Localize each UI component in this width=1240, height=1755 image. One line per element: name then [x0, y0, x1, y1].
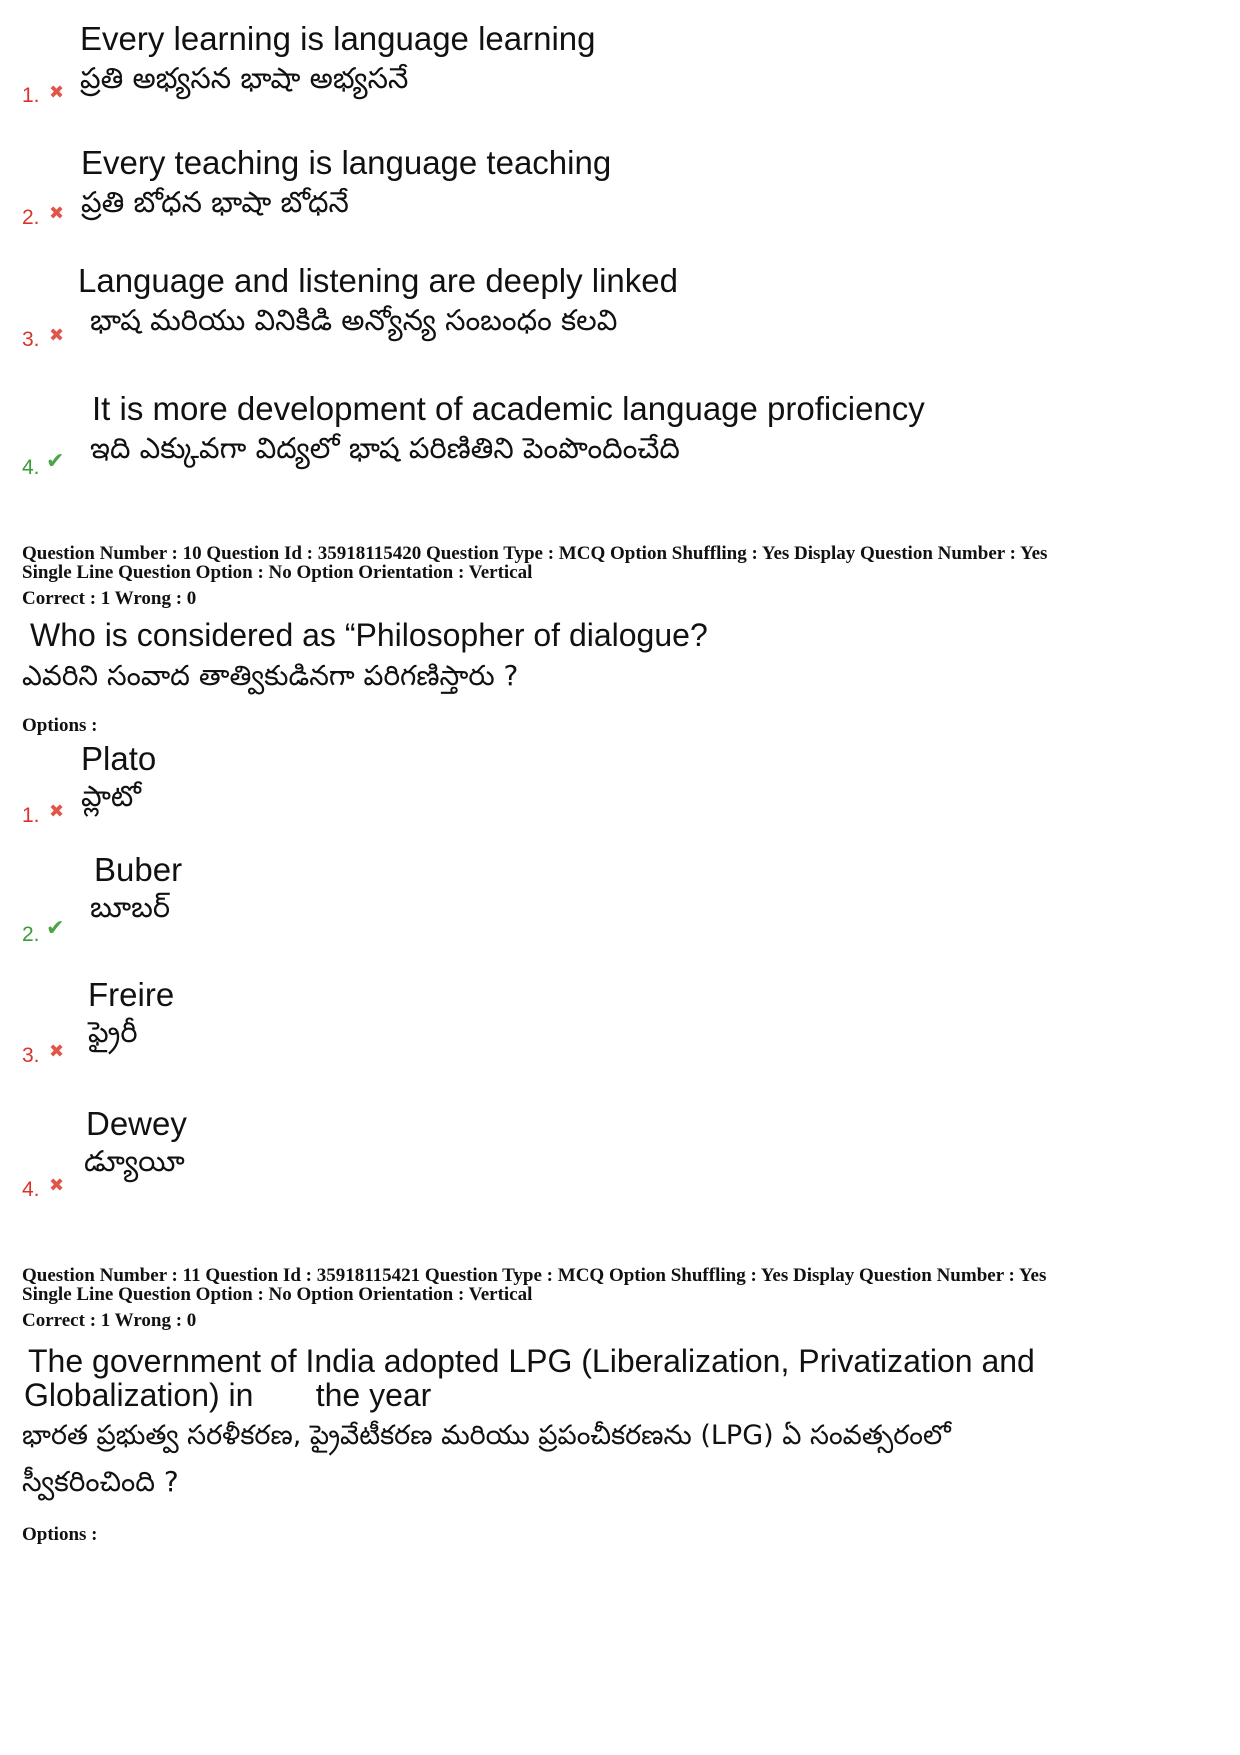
option-te-text: ప్రతి అభ్యసన భాషా అభ్యసనే [80, 61, 409, 95]
cross-icon: ✖ [49, 1041, 65, 1062]
option-te-text: బూబర్ [90, 890, 171, 924]
question-marks: Correct : 1 Wrong : 0 [22, 1310, 197, 1331]
option-en-text: Every learning is language learning [80, 20, 596, 57]
question-te-text: ఎవరిని సంవాద తాత్వికుడినగా పరిగణిస్తారు ? [22, 659, 519, 692]
question-en-line1: The government of India adopted LPG (Liberalization, Privatization and [28, 1343, 1035, 1379]
option-number: 3. [22, 328, 40, 351]
question-te-line2: స్వీకరించింది ? [22, 1465, 179, 1498]
question-en-line2: Globalization) in the year [24, 1377, 432, 1413]
option-te-text: ఇది ఎక్కువగా విద్యలో భాష పరిణితిని పెంపొందించేది [90, 431, 680, 465]
question-marks: Correct : 1 Wrong : 0 [22, 588, 197, 609]
option-te-text: డ్యూయీ [84, 1144, 185, 1178]
cross-icon: ✖ [49, 801, 65, 822]
option-te-text: ప్రతి బోధన భాషా బోధనే [81, 185, 349, 219]
option-number: 3. [22, 1044, 40, 1067]
check-icon: ✔ [46, 916, 65, 941]
option-number: 4. [22, 456, 40, 479]
option-number: 1. [22, 84, 40, 107]
option-en-text: Every teaching is language teaching [81, 144, 612, 181]
question-meta-line1: Question Number : 11 Question Id : 35918115421 Question Type : MCQ Option Shuffling : Yes Display Question Number : Yes [22, 1265, 1047, 1286]
option-number: 2. [22, 206, 40, 229]
option-te-text: ఫ్రైరీ [88, 1015, 138, 1049]
option-en-text: Plato [81, 740, 157, 777]
question-meta-line2: Single Line Question Option : No Option Orientation : Vertical [22, 1284, 533, 1305]
options-label: Options : [22, 715, 98, 736]
option-en-text: Buber [94, 851, 183, 888]
question-meta-line1: Question Number : 10 Question Id : 35918115420 Question Type : MCQ Option Shuffling : Yes Display Question Number : Yes [22, 543, 1048, 564]
option-en-text: It is more development of academic language proficiency [92, 390, 925, 427]
option-number: 2. [22, 923, 40, 946]
option-en-text: Freire [88, 976, 175, 1013]
option-number: 4. [22, 1178, 40, 1201]
option-number: 1. [22, 804, 40, 827]
cross-icon: ✖ [49, 325, 65, 346]
cross-icon: ✖ [49, 203, 65, 224]
options-label: Options : [22, 1524, 98, 1545]
question-en-text: Who is considered as “Philosopher of dialogue? [30, 617, 708, 653]
option-te-text: ప్లాటో [81, 779, 142, 813]
option-te-text: భాష మరియు వినికిడి అన్యోన్య సంబంధం కలవి [90, 303, 618, 337]
option-en-text: Dewey [86, 1105, 187, 1142]
cross-icon: ✖ [49, 82, 65, 103]
cross-icon: ✖ [49, 1175, 65, 1196]
question-meta-line2: Single Line Question Option : No Option Orientation : Vertical [22, 562, 533, 583]
option-en-text: Language and listening are deeply linked [78, 262, 678, 299]
check-icon: ✔ [46, 449, 65, 474]
question-te-line1: భారత ప్రభుత్వ సరళీకరణ, ప్రైవేటీకరణ మరియు ప్రపంచీకరణను (LPG) ఏ సంవత్సరంలో [22, 1420, 951, 1451]
